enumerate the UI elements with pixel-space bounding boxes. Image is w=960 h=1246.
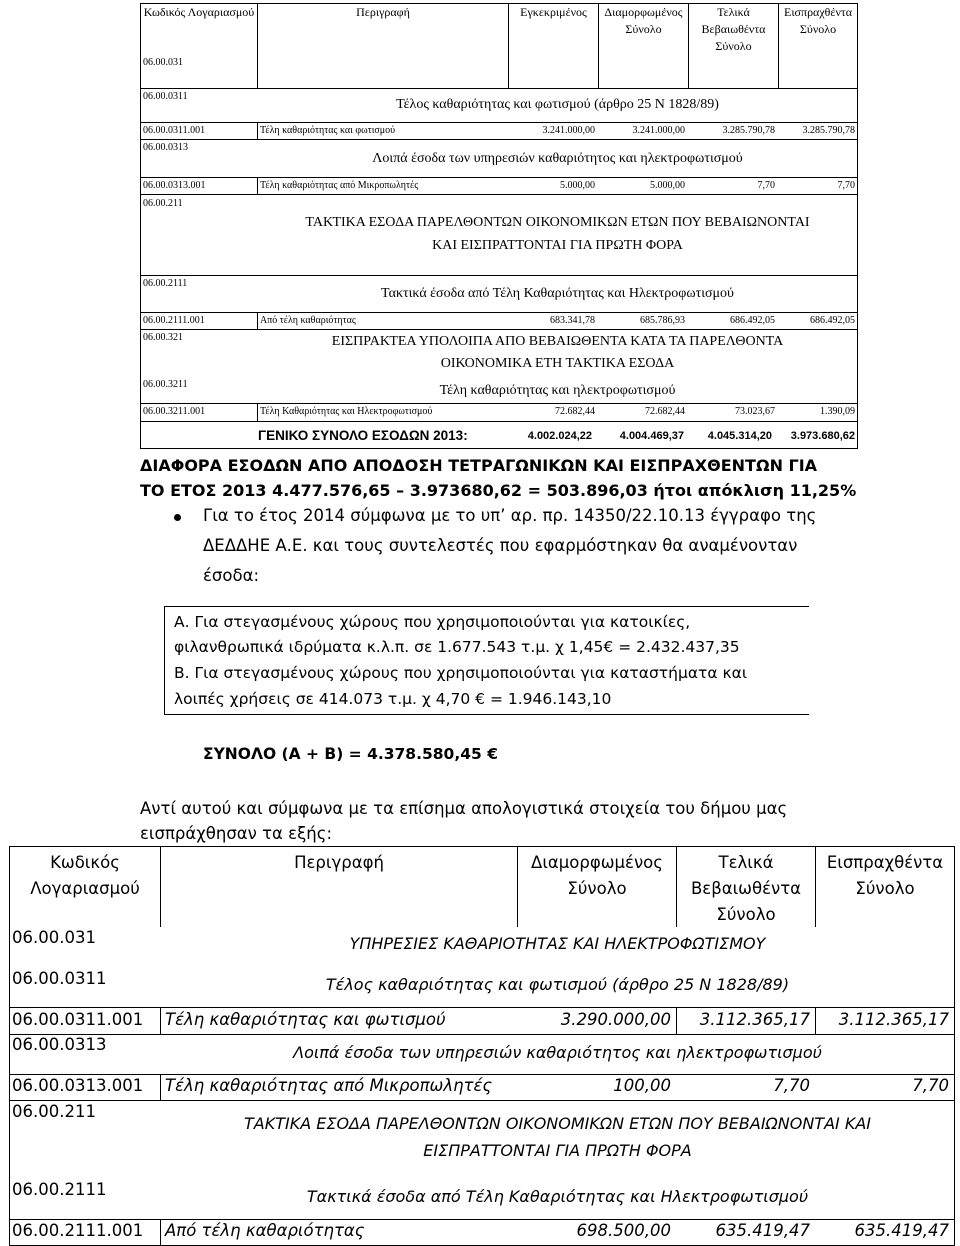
header-certified-line3: Σύνολο (716, 905, 776, 924)
bullet-line1: Για το έτος 2014 σύμφωνα με το υπ’ αρ. πρ. 14350/22.10.13 έγγραφο της (203, 506, 817, 525)
row-code: 06.00.0313 (12, 1035, 107, 1054)
section-title-line1: ΕΙΣΠΡΑΚΤΕΑ ΥΠΟΛΟΙΠΑ ΑΠΟ ΒΕΒΑΙΩΘΕΝΤΑ ΚΑΤΑ ΤΑ ΠΑΡΕΛΘΟΝΤΑ (331, 334, 784, 349)
row-certified: 635.419,47 (715, 1221, 810, 1240)
section-title-line2: ΟΙΚΟΝΟΜΙΚΑ ΕΤΗ ΤΑΚΤΙΚΑ ΕΣΟΔΑ (440, 356, 675, 371)
row-code: 06.00.0311.001 (12, 1010, 144, 1029)
section-title: Τέλος καθαριότητας και φωτισμού (άρθρο 25 Ν 1828/89) (325, 975, 790, 994)
row-collected: 635.419,47 (854, 1221, 949, 1240)
row-code: 06.00.2111.001 (143, 315, 205, 326)
bullet-line3: έσοδα: (203, 566, 260, 585)
header-description: Περιγραφή (356, 5, 410, 19)
row-code: 06.00.2111.001 (12, 1221, 144, 1240)
header-code-line2: Λογαριασμού (30, 879, 140, 898)
row-description: Τέλη καθαριότητας και φωτισμού (165, 1010, 446, 1029)
row-description: Τέλη Καθαριότητας και Ηλεκτροφωτισμού (260, 406, 433, 417)
row-code: 06.00.3211.001 (143, 406, 206, 417)
row-description: Τέλη καθαριότητας από Μικροπωλητές (165, 1076, 493, 1095)
total-approved: 4.002.024,22 (527, 430, 592, 442)
row-description: Από τέλη καθαριότητας (165, 1221, 365, 1240)
section-title-line1: ΤΑΚΤΙΚΑ ΕΣΟΔΑ ΠΑΡΕΛΘΟΝΤΩΝ ΟΙΚΟΝΟΜΙΚΩΝ ΕΤΩΝ ΠΟΥ ΒΕΒΑΙΩΝΟΝΤΑΙ (305, 215, 810, 230)
difference-line2: ΤΟ ΕΤΟΣ 2013 4.477.576,65 – 3.973680,62 = 503.896,03 ήτοι απόκλιση 11,25% (140, 481, 857, 500)
header-code (10, 850, 160, 902)
intro-line1: Αντί αυτού και σύμφωνα με τα επίσημα απολογιστικά στοιχεία του δήμου μας (140, 799, 788, 818)
row-code: 06.00.0313.001 (12, 1076, 144, 1095)
row-certified: 3.285.790,78 (722, 125, 775, 136)
row-description: Τέλη καθαριότητας και φωτισμού (260, 125, 396, 136)
row-formed: 5.000,00 (650, 180, 685, 191)
total-collected: 3.973.680,62 (790, 430, 855, 442)
row-certified: 7,70 (773, 1076, 810, 1095)
row-approved: 683.341,78 (550, 315, 595, 326)
row-approved: 5.000,00 (560, 180, 595, 191)
header-formed-line1: Διαμορφωμένος (531, 853, 663, 872)
row-formed: 698.500,00 (576, 1221, 671, 1240)
row-certified: 73.023,67 (735, 406, 775, 417)
row-code: 06.00.0313.001 (143, 180, 206, 191)
header-certified (677, 850, 815, 928)
section-title: Τακτικά έσοδα από Τέλη Καθαριότητας και Ηλεκτροφωτισμού (306, 1187, 809, 1206)
row-formed: 3.241.000,00 (632, 125, 685, 136)
row-code: 06.00.211 (143, 198, 183, 209)
header-certified-line2: Βεβαιωθέντα (690, 879, 802, 898)
section-title: Λοιπά έσοδα των υπηρεσιών καθαριότητος και ηλεκτροφωτισμού (372, 151, 743, 166)
row-description: Από τέλη καθαριότητας (260, 315, 356, 326)
section-title-line1: ΤΑΚΤΙΚΑ ΕΣΟΔΑ ΠΑΡΕΛΘΟΝΤΩΝ ΟΙΚΟΝΟΜΙΚΩΝ ΕΤΩΝ ΠΟΥ ΒΕΒΑΙΩΝΟΝΤΑΙ ΚΑΙ (244, 1114, 871, 1133)
header-certified: Τελικά Βεβαιωθέντα Σύνολο (701, 5, 766, 53)
sum-total: ΣΥΝΟΛΟ (Α + Β) = 4.378.580,45 € (203, 745, 498, 763)
intro-line2: εισπράχθησαν τα εξής: (140, 824, 332, 843)
row-collected: 3.285.790,78 (802, 125, 855, 136)
header-formed (518, 850, 676, 902)
row-code: 06.00.211 (12, 1102, 96, 1121)
section-title: Τέλος καθαριότητας και φωτισμού (άρθρο 25 Ν 1828/89) (396, 97, 719, 112)
header-certified-line1: Τελικά (718, 853, 774, 872)
row-formed: 3.290.000,00 (560, 1010, 671, 1029)
header-code-line1: Κωδικός (50, 853, 120, 872)
header-approved: Εγκεκριμένος (520, 5, 587, 19)
row-code: 06.00.0313 (143, 142, 188, 153)
section-title-line2: ΕΙΣΠΡΑΤΤΟΝΤΑΙ ΓΙΑ ΠΡΩΤΗ ΦΟΡΑ (423, 1141, 692, 1160)
row-description: Τέλη καθαριότητας από Μικροπωλητές (260, 180, 419, 191)
row-formed: 685.786,93 (640, 315, 685, 326)
row-code: 06.00.2111 (12, 1180, 107, 1199)
row-certified: 3.112.365,17 (699, 1010, 810, 1029)
header-collected-line2: Σύνολο (855, 879, 915, 898)
row-collected: 7,70 (837, 180, 855, 191)
section-title-line2: ΚΑΙ ΕΙΣΠΡΑΤΤΟΝΤΑΙ ΓΙΑ ΠΡΩΤΗ ΦΟΡΑ (432, 238, 683, 253)
calc-b-line2: λοιπές χρήσεις σε 414.073 τ.μ. χ 4,70 € = 1.946.143,10 (174, 690, 612, 708)
row-code: 06.00.0311 (12, 969, 107, 988)
row-code: 06.00.2111 (143, 278, 188, 289)
calc-a-line2: φιλανθρωπικά ιδρύματα κ.λ.π. σε 1.677.543 τ.μ. χ 1,45€ = 2.432.437,35 (174, 638, 740, 656)
header-description: Περιγραφή (294, 853, 384, 872)
row-collected: 686.492,05 (810, 315, 855, 326)
row-formed: 100,00 (613, 1076, 671, 1095)
row-collected: 3.112.365,17 (838, 1010, 949, 1029)
row-collected: 1.390,09 (820, 406, 855, 417)
header-formed: Διαμορφωμένος Σύνολο (604, 5, 683, 36)
header-collected (816, 850, 954, 902)
section-title: Τέλη καθαριότητας και ηλεκτροφωτισμού (439, 383, 676, 398)
row-collected: 7,70 (912, 1076, 949, 1095)
header-code: Κωδικός Λογαριασμού (143, 5, 255, 19)
row-formed: 72.682,44 (645, 406, 685, 417)
row-approved: 72.682,44 (555, 406, 595, 417)
row-code: 06.00.0311 (143, 91, 188, 102)
row-code: 06.00.031 (12, 928, 96, 947)
row-code: 06.00.3211 (143, 379, 188, 390)
row-code: 06.00.0311.001 (143, 125, 206, 136)
bullet-icon (174, 514, 181, 521)
row-certified: 686.492,05 (730, 315, 775, 326)
calc-b-line1: Β. Για στεγασμένους χώρους που χρησιμοποιούνται για καταστήματα και (174, 664, 748, 682)
section-title: Τακτικά έσοδα από Τέλη Καθαριότητας και Ηλεκτροφωτισμού (381, 286, 734, 301)
section-title: Λοιπά έσοδα των υπηρεσιών καθαριότητος και ηλεκτροφωτισμού (293, 1043, 822, 1062)
total-formed: 4.004.469,37 (619, 430, 684, 442)
row-certified: 7,70 (757, 180, 775, 191)
row-approved: 3.241.000,00 (542, 125, 595, 136)
header-collected-line1: Εισπραχθέντα (826, 853, 944, 872)
difference-line1: ΔΙΑΦΟΡΑ ΕΣΟΔΩΝ ΑΠΟ ΑΠΟΔΟΣΗ ΤΕΤΡΑΓΩΝΙΚΩΝ ΚΑΙ ΕΙΣΠΡΑΧΘΕΝΤΩΝ ΓΙΑ (140, 456, 818, 475)
section-title: ΥΠΗΡΕΣΙΕΣ ΚΑΘΑΡΙΟΤΗΤΑΣ ΚΑΙ ΗΛΕΚΤΡΟΦΩΤΙΣΜΟΥ (349, 934, 766, 953)
row-code: 06.00.321 (143, 332, 183, 343)
total-certified: 4.045.314,20 (707, 430, 772, 442)
total-label: ΓΕΝΙΚΟ ΣΥΝΟΛΟ ΕΣΟΔΩΝ 2013: (258, 428, 468, 443)
header-code-value: 06.00.031 (143, 57, 183, 68)
bullet-line2: ΔΕΔΔΗΕ Α.Ε. και τους συντελεστές που εφαρμόστηκαν θα αναμένονταν (203, 536, 798, 555)
calc-a-line1: Α. Για στεγασμένους χώρους που χρησιμοποιούνται για κατοικίες, (174, 613, 691, 631)
header-collected: Εισπραχθέντα Σύνολο (783, 5, 852, 36)
header-formed-line2: Σύνολο (567, 879, 627, 898)
